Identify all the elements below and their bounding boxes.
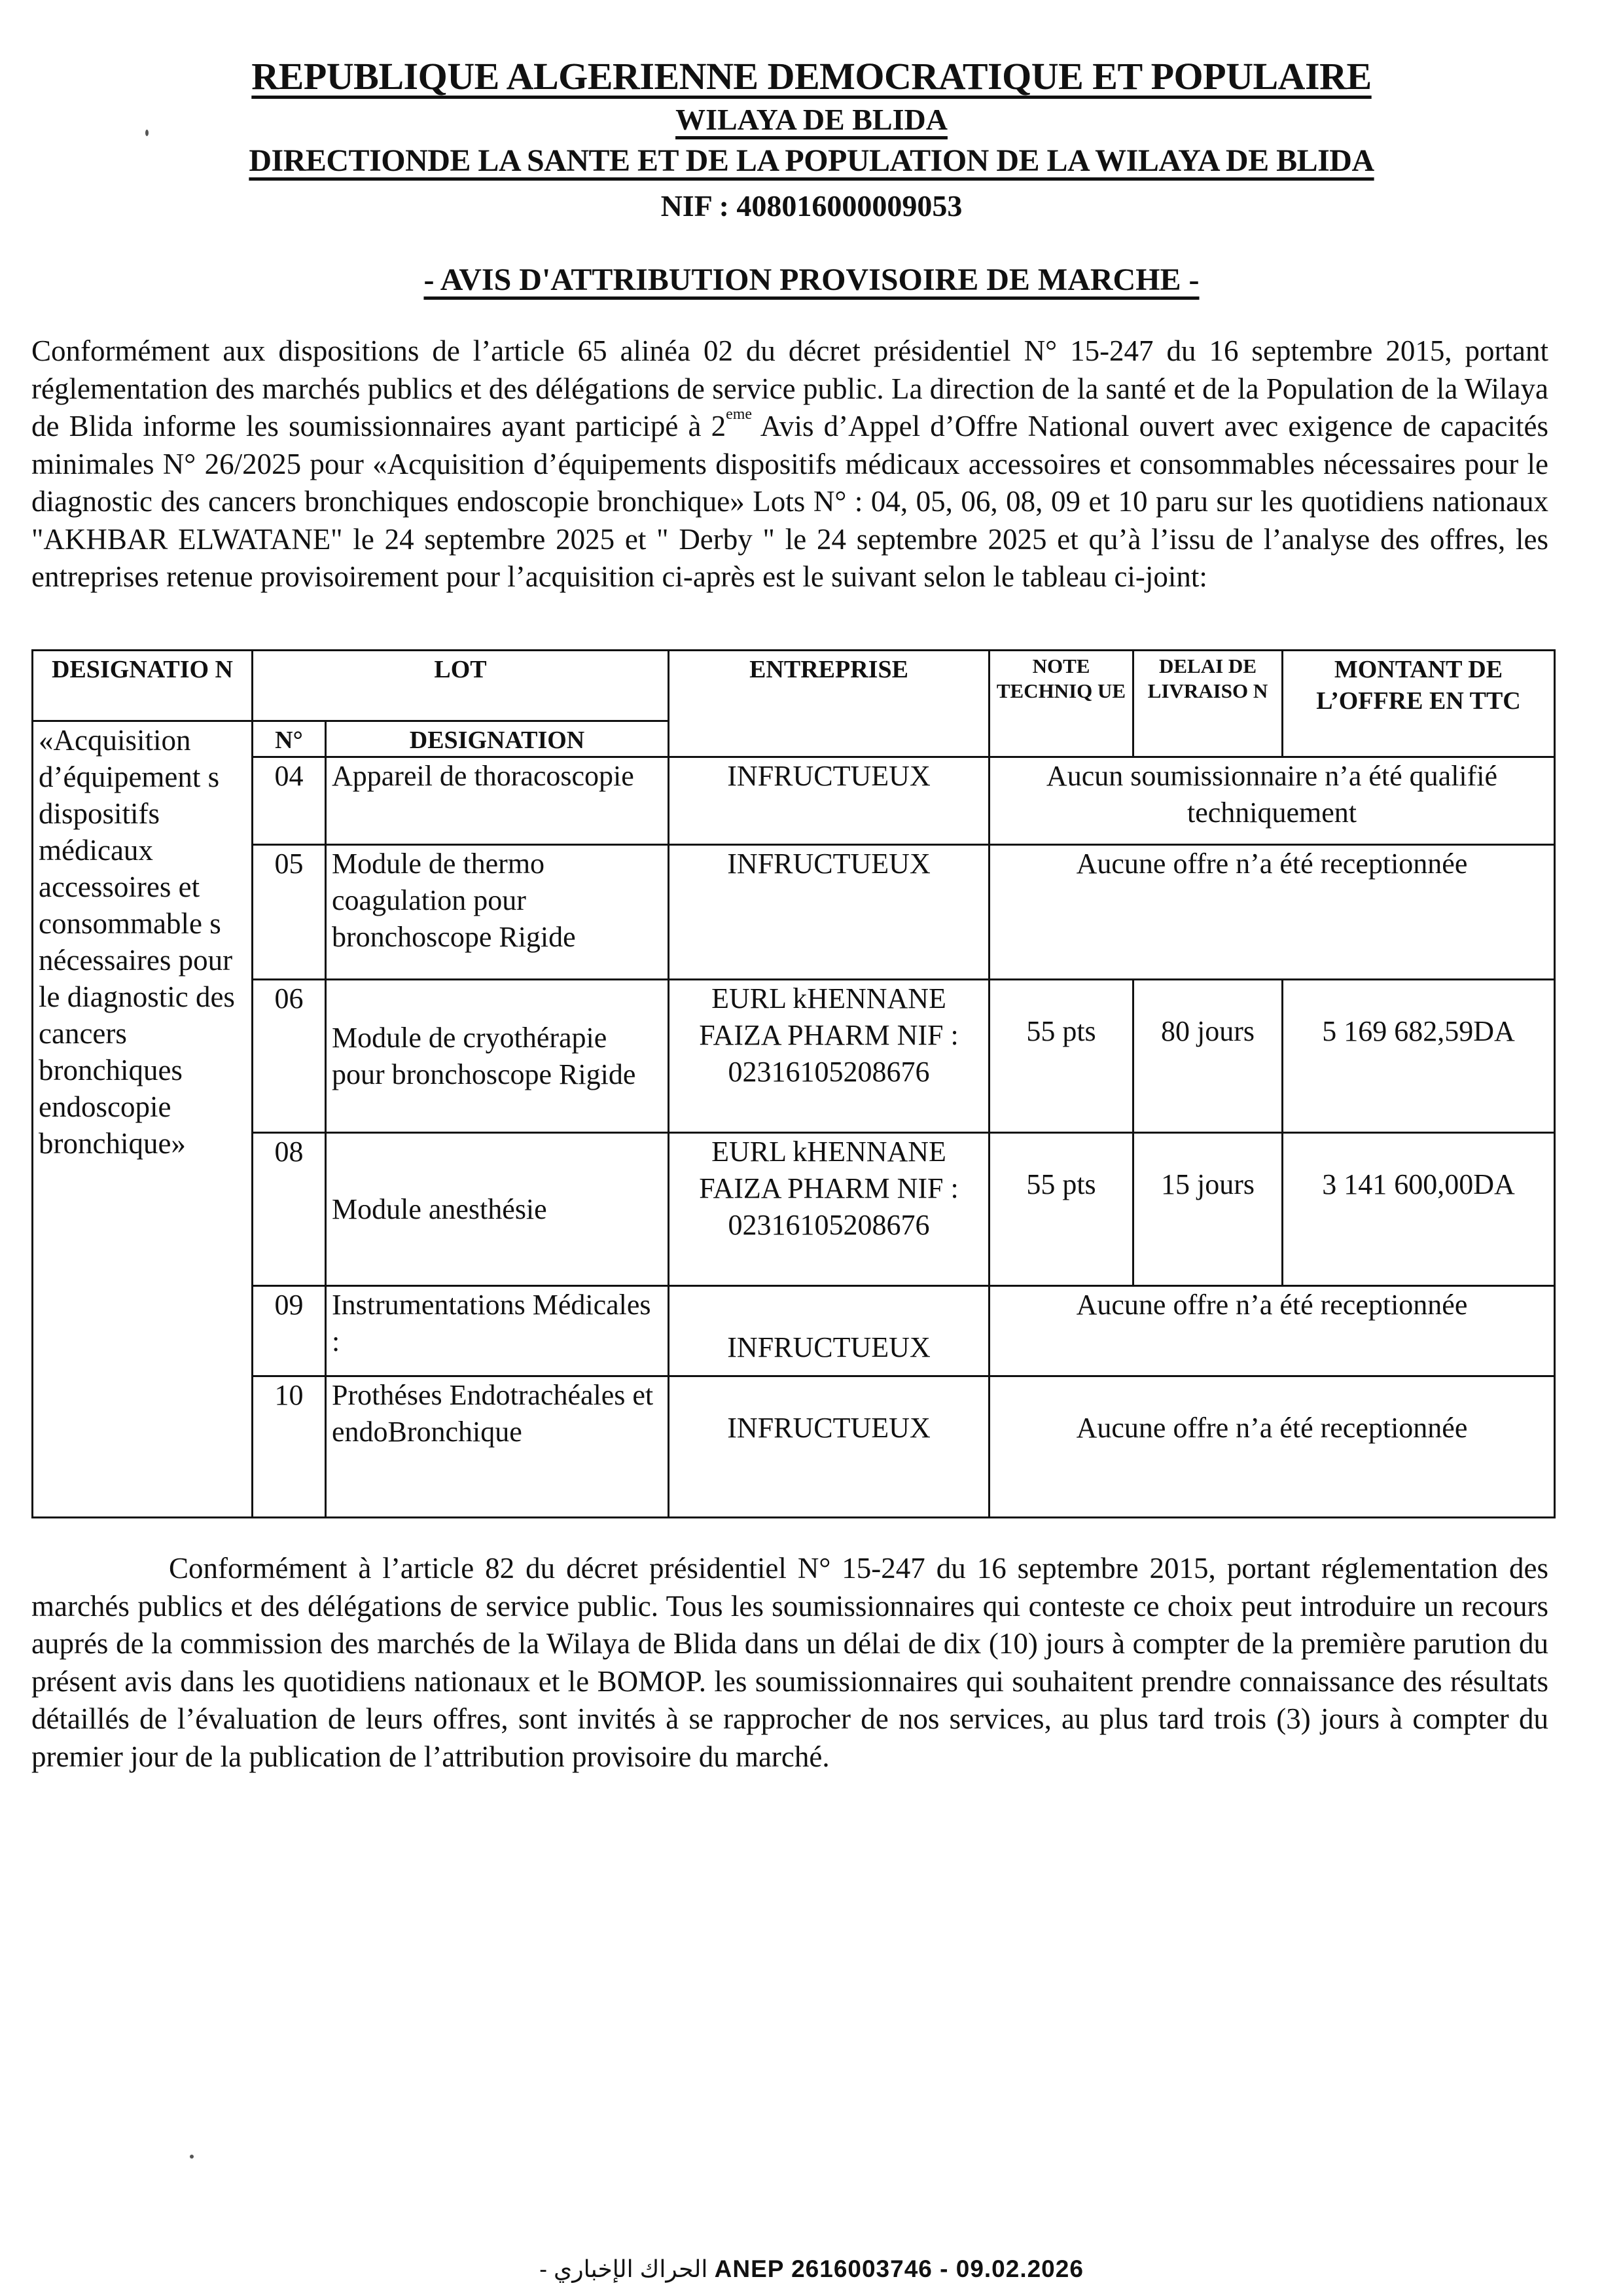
attribution-table bbox=[31, 649, 1556, 1518]
header-entreprise: ENTREPRISE bbox=[669, 651, 990, 757]
lot-remark: Aucune offre n’a été receptionnée bbox=[990, 1376, 1555, 1518]
intro-part1: Conformément aux dispositions de l’article 65 alinéa 02 du décret présidentiel N° 15-247 du 16 septembre 2015, portant réglementation des marchés publics et des délégations de service public. La direction de la santé et de la Population de la Wilaya de Blida informe les soumissionnaires ayant participé à 2 bbox=[31, 334, 1548, 442]
lot-designation: Module de cryothérapie pour bronchoscope Rigide bbox=[326, 980, 669, 1133]
intro-paragraph bbox=[31, 332, 1548, 596]
direction-heading bbox=[0, 145, 1623, 177]
publication-reference bbox=[0, 2255, 1623, 2283]
table-row bbox=[33, 1376, 1555, 1518]
lot-designation: Appareil de thoracoscopie bbox=[326, 757, 669, 845]
note-technique: 55 pts bbox=[990, 980, 1133, 1133]
nif-text: NIF : 408016000009053 bbox=[660, 189, 963, 223]
lot-remark: Aucun soumissionnaire n’a été qualifié techniquement bbox=[990, 757, 1555, 845]
anep-reference: ANEP 2616003746 - 09.02.2026 bbox=[707, 2255, 1084, 2282]
lot-number: 06 bbox=[253, 980, 326, 1133]
table-header-row bbox=[33, 651, 1555, 721]
delai-livraison: 15 jours bbox=[1133, 1133, 1283, 1286]
lot-designation: Instrumentations Médicales : bbox=[326, 1286, 669, 1376]
wilaya-text: WILAYA DE BLIDA bbox=[675, 103, 948, 136]
intro-superscript: eme bbox=[726, 406, 753, 423]
entreprise: INFRUCTUEUX bbox=[669, 845, 990, 980]
table-row bbox=[33, 757, 1555, 845]
lot-number: 09 bbox=[253, 1286, 326, 1376]
wilaya-heading bbox=[0, 105, 1623, 135]
entreprise: INFRUCTUEUX bbox=[669, 1286, 990, 1376]
header-lot: LOT bbox=[253, 651, 669, 721]
header-lot-no: N° bbox=[253, 721, 326, 757]
notice-title-text: - AVIS D'ATTRIBUTION PROVISOIRE DE MARCHE - bbox=[423, 262, 1200, 297]
lot-number: 08 bbox=[253, 1133, 326, 1286]
intro-part2: Avis d’Appel d’Offre National ouvert avec exigence de capacités minimales N° 26/2025 pour «Acquisition d’équipements dispositifs médicaux accessoires et consommables nécessaires pour le diagnostic des cancers bronchiques endoscopie bronchique» Lots N° : 04, 05, 06, 08, 09 et 10 paru sur les quotidiens nationaux "AKHBAR ELWATANE" le 24 septembre 2025 et " Derby " le 24 septembre 2025 et qu’à l’issu de l’analyse des offres, les entreprises retenue provisoirement pour l’acquisition ci-après est le suivant selon le tableau ci-joint: bbox=[31, 410, 1548, 593]
scan-speck bbox=[145, 130, 149, 136]
country-heading bbox=[0, 55, 1623, 98]
lot-remark: Aucune offre n’a été receptionnée bbox=[990, 1286, 1555, 1376]
direction-text: DIRECTIONDE LA SANTE ET DE LA POPULATION DE LA WILAYA DE BLIDA bbox=[249, 143, 1374, 178]
designation-cell: «Acquisition d’équipement s dispositifs médicaux accessoires et consommable s nécessaires pour le diagnostic des cancers bronchiques endoscopie bronchique» bbox=[33, 721, 253, 1518]
header-delai-livraison: DELAI DE LIVRAISO N bbox=[1133, 651, 1283, 757]
header-montant: MONTANT DE L’OFFRE EN TTC bbox=[1283, 651, 1555, 757]
country-text: REPUBLIQUE ALGERIENNE DEMOCRATIQUE ET POPULAIRE bbox=[251, 55, 1372, 98]
table-row bbox=[33, 980, 1555, 1133]
entreprise: EURL kHENNANE FAIZA PHARM NIF : 02316105208676 bbox=[669, 1133, 990, 1286]
table-row bbox=[33, 845, 1555, 980]
note-technique: 55 pts bbox=[990, 1133, 1133, 1286]
table-row bbox=[33, 1286, 1555, 1376]
lot-number: 04 bbox=[253, 757, 326, 845]
header-note-technique: NOTE TECHNIQ UE bbox=[990, 651, 1133, 757]
scan-speck bbox=[190, 2155, 194, 2159]
entreprise: INFRUCTUEUX bbox=[669, 757, 990, 845]
nif-heading bbox=[0, 191, 1623, 221]
entreprise: INFRUCTUEUX bbox=[669, 1376, 990, 1518]
header-designation: DESIGNATIO N bbox=[33, 651, 253, 721]
publisher-name: الحراك الإخباري - bbox=[539, 2255, 708, 2282]
notice-title bbox=[0, 264, 1623, 296]
closing-paragraph: Conformément à l’article 82 du décret présidentiel N° 15-247 du 16 septembre 2015, portant réglementation des marchés publics et des délégations de service public. Tous les soumissionnaires qui conteste ce choix peut introduire un recours auprés de la commission des marchés de la Wilaya de Blida dans un délai de dix (10) jours à compter de la première parution du présent avis dans les quotidiens nationaux et le BOMOP. les soumissionnaires qui souhaitent prendre connaissance des résultats détaillés de l’évaluation de leurs offres, sont invités à se rapprocher de nos services, au plus tard trois (3) jours à compter du premier jour de la publication de l’attribution provisoire du marché. bbox=[31, 1552, 1548, 1773]
lot-designation: Prothéses Endotrachéales et endoBronchique bbox=[326, 1376, 669, 1518]
montant: 3 141 600,00DA bbox=[1283, 1133, 1555, 1286]
lot-remark: Aucune offre n’a été receptionnée bbox=[990, 845, 1555, 980]
delai-livraison: 80 jours bbox=[1133, 980, 1283, 1133]
lot-designation: Module anesthésie bbox=[326, 1133, 669, 1286]
header-lot-designation: DESIGNATION bbox=[326, 721, 669, 757]
montant: 5 169 682,59DA bbox=[1283, 980, 1555, 1133]
lot-designation: Module de thermo coagulation pour bronchoscope Rigide bbox=[326, 845, 669, 980]
lot-number: 05 bbox=[253, 845, 326, 980]
lot-number: 10 bbox=[253, 1376, 326, 1518]
entreprise: EURL kHENNANE FAIZA PHARM NIF : 02316105208676 bbox=[669, 980, 990, 1133]
table-row bbox=[33, 1133, 1555, 1286]
